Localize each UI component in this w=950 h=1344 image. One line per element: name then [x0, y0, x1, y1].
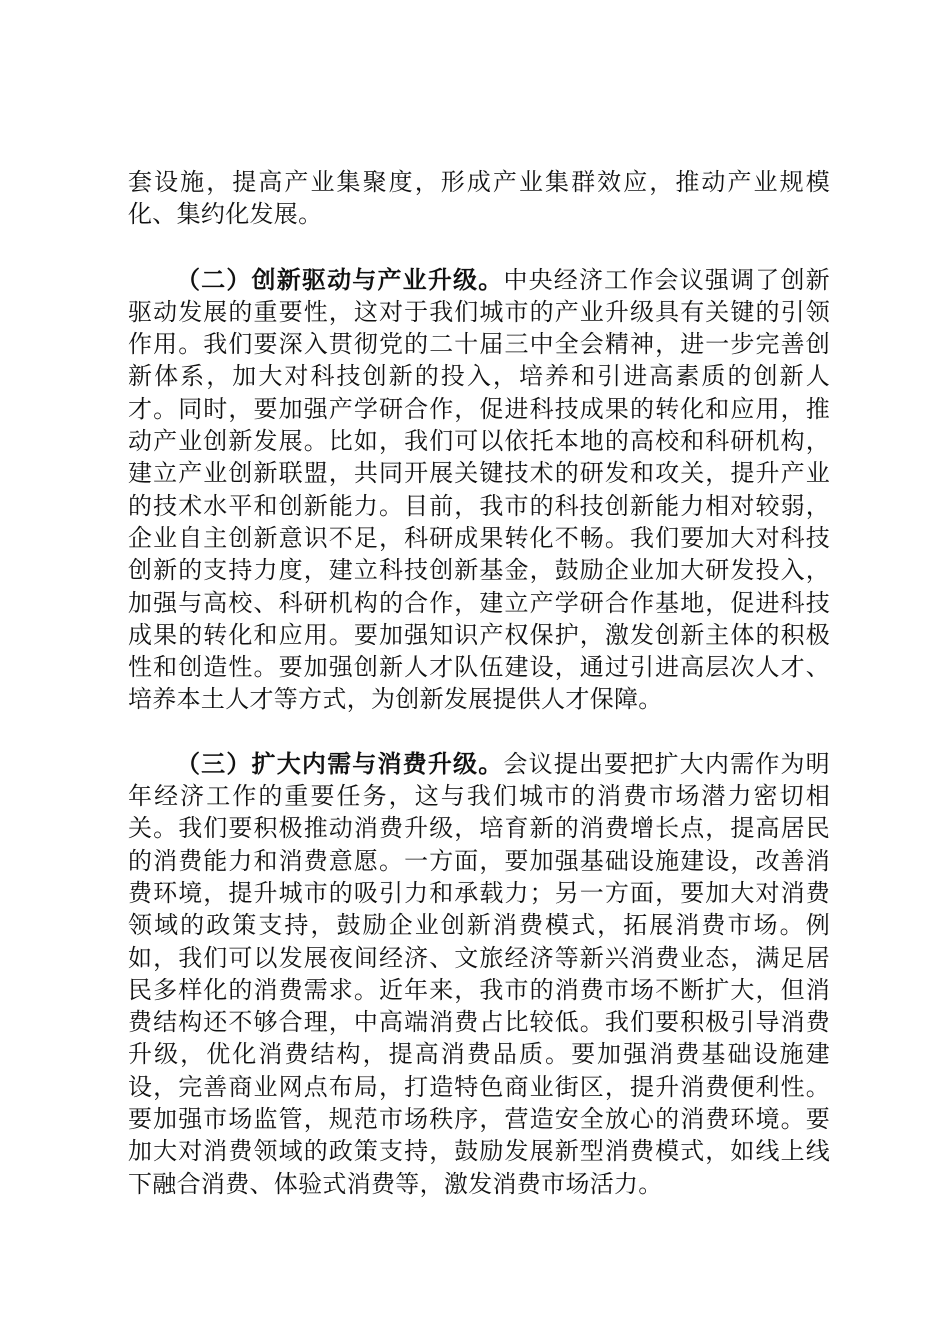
paragraph-text: 会议提出要把扩大内需作为明年经济工作的重要任务，这与我们城市的消费市场潜力密切相关。我们要积极推动消费升级，培育新的消费增长点，提高居民的消费能力和消费意愿。一方面，要加强基础设施建设，改善消费环境，提升城市的吸引力和承载力；另一方面，要加大对消费领域的政策支持，鼓励企业创新消费模式，拓展消费市场。例如，我们可以发展夜间经济、文旅经济等新兴消费业态，满足居民多样化的消费需求。近年来，我市的消费市场不断扩大，但消费结构还不够合理，中高端消费占比较低。我们要积极引导消费升级，优化消费结构，提高消费品质。要加强消费基础设施建设，完善商业网点布局，打造特色商业街区，提升消费便利性。要加强市场监管，规范市场秩序，营造安全放心的消费环境。要加大对消费领域的政策支持，鼓励发展新型消费模式，如线上线下融合消费、体验式消费等，激发消费市场活力。: [128, 749, 830, 1198]
document-body: [128, 166, 830, 1232]
paragraph-innovation: [128, 264, 830, 716]
paragraph-text: 中央经济工作会议强调了创新驱动发展的重要性，这对于我们城市的产业升级具有关键的引领作用。我们要深入贯彻党的二十届三中全会精神，进一步完善创新体系，加大对科技创新的投入，培养和引进高素质的创新人才。同时，要加强产学研合作，促进科技成果的转化和应用，推动产业创新发展。比如，我们可以依托本地的高校和科研机构，建立产业创新联盟，共同开展关键技术的研发和攻关，提升产业的技术水平和创新能力。目前，我市的科技创新能力相对较弱，企业自主创新意识不足，科研成果转化不畅。我们要加大对科技创新的支持力度，建立科技创新基金，鼓励企业加大研发投入，加强与高校、科研机构的合作，建立产学研合作基地，促进科技成果的转化和应用。要加强知识产权保护，激发创新主体的积极性和创造性。要加强创新人才队伍建设，通过引进高层次人才、培养本土人才等方式，为创新发展提供人才保障。: [128, 265, 830, 714]
paragraph-continuation: [128, 166, 830, 231]
section-heading-consumption: （三）扩大内需与消费升级。: [176, 749, 504, 778]
section-heading-innovation: （二）创新驱动与产业升级。: [176, 265, 504, 294]
paragraph-consumption: [128, 748, 830, 1200]
paragraph-text: 套设施，提高产业集聚度，形成产业集群效应，推动产业规模化、集约化发展。: [128, 168, 830, 229]
